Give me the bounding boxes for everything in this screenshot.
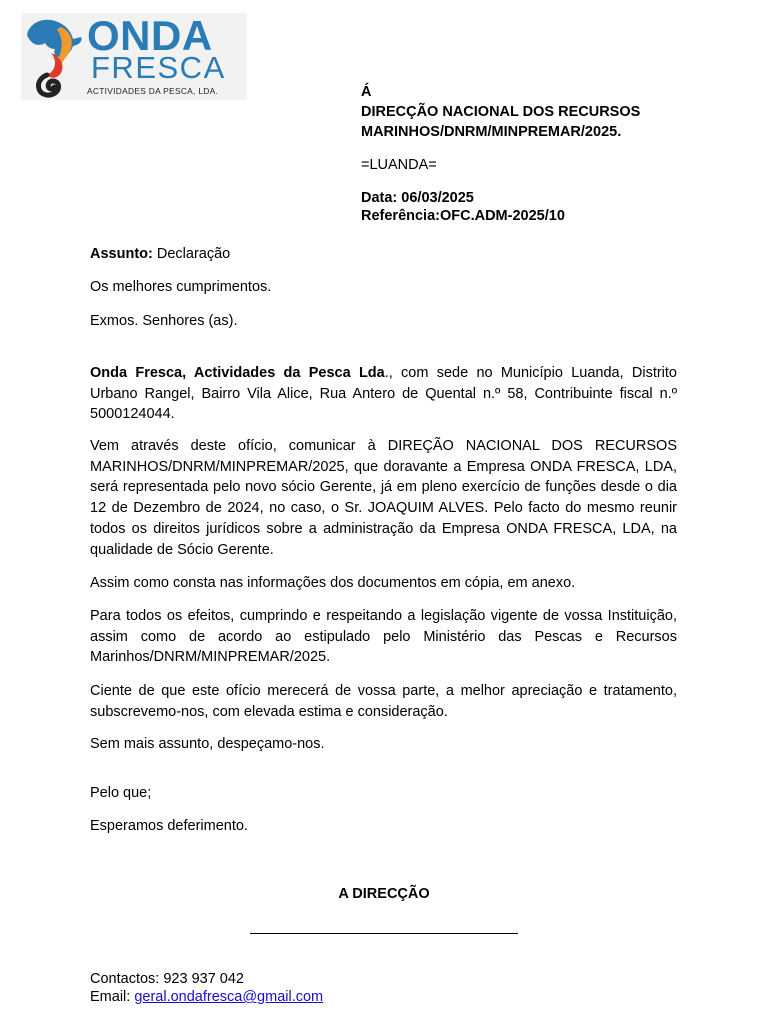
body-paragraph-4: Para todos os efeitos, cumprindo e respeitando a legislação vigente de vossa Instituição, assim como de acordo ao estipulado pelo Ministério das Pescas e Recursos Marinhos/DNRM/MINPREMAR/2025. [90,608,677,666]
company-name: Onda Fresca, Actividades da Pesca Lda [90,365,385,381]
recipient-city: =LUANDA= [361,157,437,173]
recipient-line-2: MARINHOS/DNRM/MINPREMAR/2025. [361,124,622,140]
contact-email-label: Email: [90,989,135,1005]
recipient-block [361,82,701,142]
letter-date: Data: 06/03/2025 [361,190,474,206]
signature-title: A DIRECÇÃO [338,886,430,902]
letter-reference: Referência:OFC.ADM-2025/10 [361,208,565,224]
company-paragraph [90,363,677,425]
contacts-block [90,970,323,1006]
body-paragraph-3: Assim como consta nas informações dos documentos em cópia, em anexo. [90,575,576,591]
subject-value: Declaração [152,246,231,262]
subject-line [90,244,677,265]
body-paragraph-2: Vem através deste ofício, comunicar à DIREÇÃO NACIONAL DOS RECURSOS MARINHOS/DNRM/MINPREMAR/2025, que doravante a Empresa ONDA FRESCA, LDA, será representada pelo novo sócio Gerente, já em pleno exercício de funções desde o dia 12 de Dezembro de 2024, no caso, o Sr. JOAQUIM ALVES. Pelo facto do mesmo reunir todos os direitos jurídicos sobre a administração da Empresa ONDA FRESCA, LDA, na qualidade de Sócio Gerente. [90,438,677,558]
recipient-prefix: Á [361,84,372,100]
seahorse-icon [21,13,87,100]
company-details: ., com sede no Município Luanda, Distrito Urbano Rangel, Bairro Vila Alice, Rua Antero de Quental n.º 58, Contribuinte fiscal n.º 5000124044. [90,365,677,423]
company-logo [21,13,247,100]
body-paragraph-5: Ciente de que este ofício merecerá de vossa parte, a melhor apreciação e tratamento, subscrevemo-nos, com elevada estima e consideração. [90,683,677,720]
greeting-line-2: Exmos. Senhores (as). [90,313,238,329]
contact-email-row [90,988,323,1006]
body-paragraph-7: Pelo que; [90,785,152,801]
signature-line [250,933,518,934]
logo-brand-fresca: FRESCA [91,50,226,85]
contact-phone: Contactos: 923 937 042 [90,971,244,987]
letter-meta [361,189,565,225]
logo-brand-onda: ONDA [87,12,213,59]
recipient-line-1: DIRECÇÃO NACIONAL DOS RECURSOS [361,104,641,120]
body-paragraph-6: Sem mais assunto, despeçamo-nos. [90,736,325,752]
subject-label: Assunto: [90,246,153,262]
logo-tagline: ACTIVIDADES DA PESCA, LDA. [87,86,219,96]
greeting-line-1: Os melhores cumprimentos. [90,279,272,295]
contact-email-link[interactable]: geral.ondafresca@gmail.com [134,989,324,1005]
body-paragraph-8: Esperamos deferimento. [90,818,248,834]
